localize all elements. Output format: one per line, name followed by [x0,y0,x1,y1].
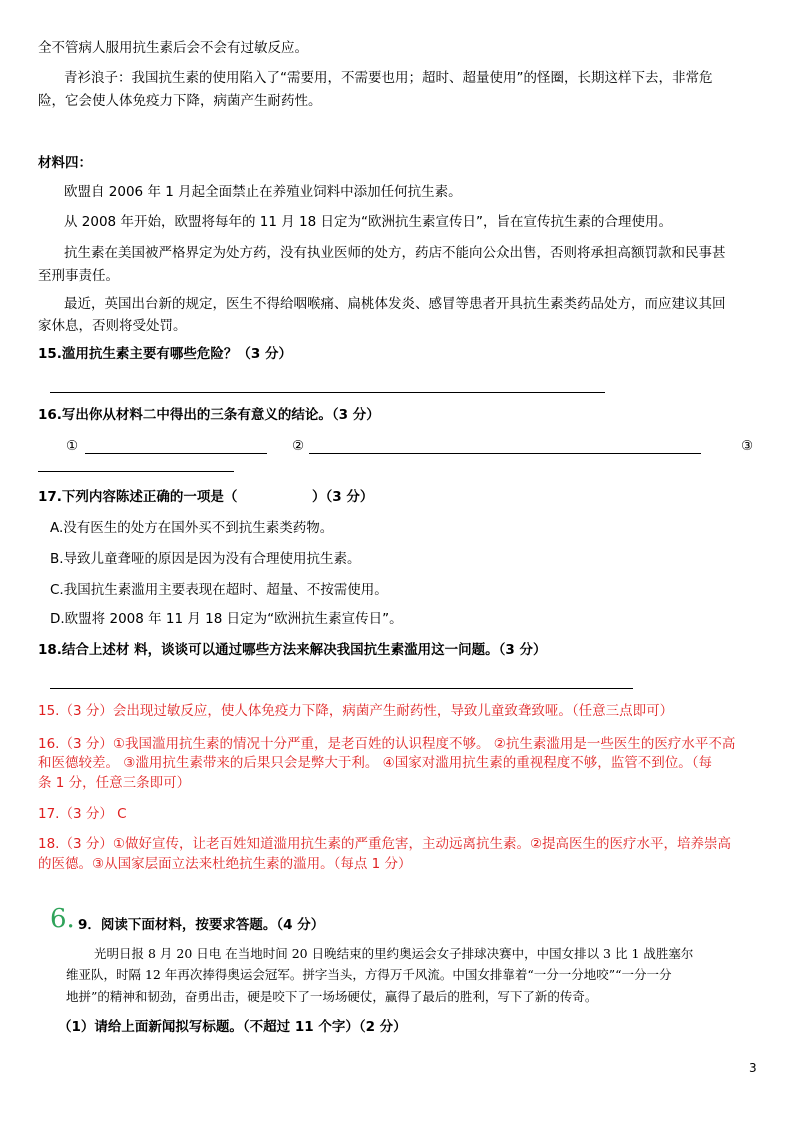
answer-17: 17.（3 分） C [38,806,127,822]
question-17: 17.下列内容陈述正确的一项是（ [38,489,238,505]
answer-15: 15.（3 分）会出现过敏反应，使人体免疫力下降，病菌产生耐药性，导致儿童致聋致哑。（任意三点即可） [38,703,674,719]
answer-18-cont: 的医德。③从国家层面立法来杜绝抗生素的滥用。（每点 1 分） [38,856,412,872]
item-number: 6. [50,904,75,934]
question-9: 9．阅读下面材料，按要求答题。（4 分） [78,917,325,933]
option-a[interactable]: A.没有医生的处方在国外买不到抗生素类药物。 [50,520,334,536]
paragraph-line: 青衫浪子：我国抗生素的使用陷入了“需要用，不需要也用；超时、超量使用”的怪圈，长期这样下去，非常危 [64,70,713,86]
question-17-tail: ）（3 分） [312,489,374,505]
answer-blank-16-3[interactable] [38,471,234,472]
question-15: 15.滥用抗生素主要有哪些危险？（3 分） [38,346,293,362]
option-c[interactable]: C.我国抗生素滥用主要表现在超时、超量、不按需使用。 [50,582,388,598]
answer-blank-15[interactable] [50,392,605,393]
paragraph-line: 至刑事责任。 [38,268,119,284]
material-heading: 材料四： [38,155,92,171]
answer-blank-18[interactable] [50,688,633,689]
question-16: 16.写出你从材料二中得出的三条有意义的结论。（3 分） [38,407,380,423]
blank-marker-1: ① [66,438,79,454]
answer-blank-16-2[interactable] [309,453,701,454]
paragraph-line: 最近，英国出台新的规定，医生不得给咽喉痛、扁桃体发炎、感冒等患者开具抗生素类药品处方，而应建议其回 [64,296,726,312]
news-line: 维亚队，时隔 12 年再次捧得奥运会冠军。拼字当头，方得万千风流。中国女排靠着“一分一分地咬”“一分一分 [66,967,672,982]
news-line: 光明日报 8 月 20 日电 在当地时间 20 日晚结束的里约奥运会女子排球决赛中，中国女排以 3 比 1 战胜塞尔 [94,946,694,961]
answer-16-cont: 条 1 分，任意三条即可） [38,775,191,791]
question-18: 18.结合上述材 料，谈谈可以通过哪些方法来解决我国抗生素滥用这一问题。（3 分） [38,642,547,658]
option-b[interactable]: B.导致儿童聋哑的原因是因为没有合理使用抗生素。 [50,551,361,567]
answer-16: 16.（3 分）①我国滥用抗生素的情况十分严重，是老百姓的认识程度不够。 ②抗生素滥用是一些医生的医疗水平不高 [38,736,736,752]
option-d[interactable]: D.欧盟将 2008 年 11 月 18 日定为“欧洲抗生素宣传日”。 [50,611,403,627]
blank-marker-2: ② [292,438,305,454]
paragraph-line: 全不管病人服用抗生素后会不会有过敏反应。 [38,40,308,56]
paragraph-line: 险，它会使人体免疫力下降，病菌产生耐药性。 [38,93,322,109]
paragraph-line: 欧盟自 2006 年 1 月起全面禁止在养殖业饲料中添加任何抗生素。 [64,184,462,200]
blank-marker-3: ③ [741,438,754,454]
page-number: 3 [749,1061,757,1075]
news-line: 地拼”的精神和韧劲，奋勇出击，硬是咬下了一场场硬仗，赢得了最后的胜利，写下了新的传奇。 [66,989,598,1004]
answer-blank-16-1[interactable] [85,453,267,454]
sub-question-1: （1）请给上面新闻拟写标题。（不超过 11 个字）（2 分） [58,1019,407,1035]
paragraph-line: 从 2008 年开始，欧盟将每年的 11 月 18 日定为“欧洲抗生素宣传日”，旨在宣传抗生素的合理使用。 [64,214,672,230]
answer-16-cont: 和医德较差。 ③滥用抗生素带来的后果只会是弊大于利。 ④国家对滥用抗生素的重视程度不够，监管不到位。（每 [38,755,713,771]
paragraph-line: 家休息，否则将受处罚。 [38,318,187,334]
paragraph-line: 抗生素在美国被严格界定为处方药，没有执业医师的处方，药店不能向公众出售，否则将承担高额罚款和民事甚 [64,245,726,261]
answer-18: 18.（3 分）①做好宣传，让老百姓知道滥用抗生素的严重危害，主动远离抗生素。②提高医生的医疗水平，培养崇高 [38,836,732,852]
